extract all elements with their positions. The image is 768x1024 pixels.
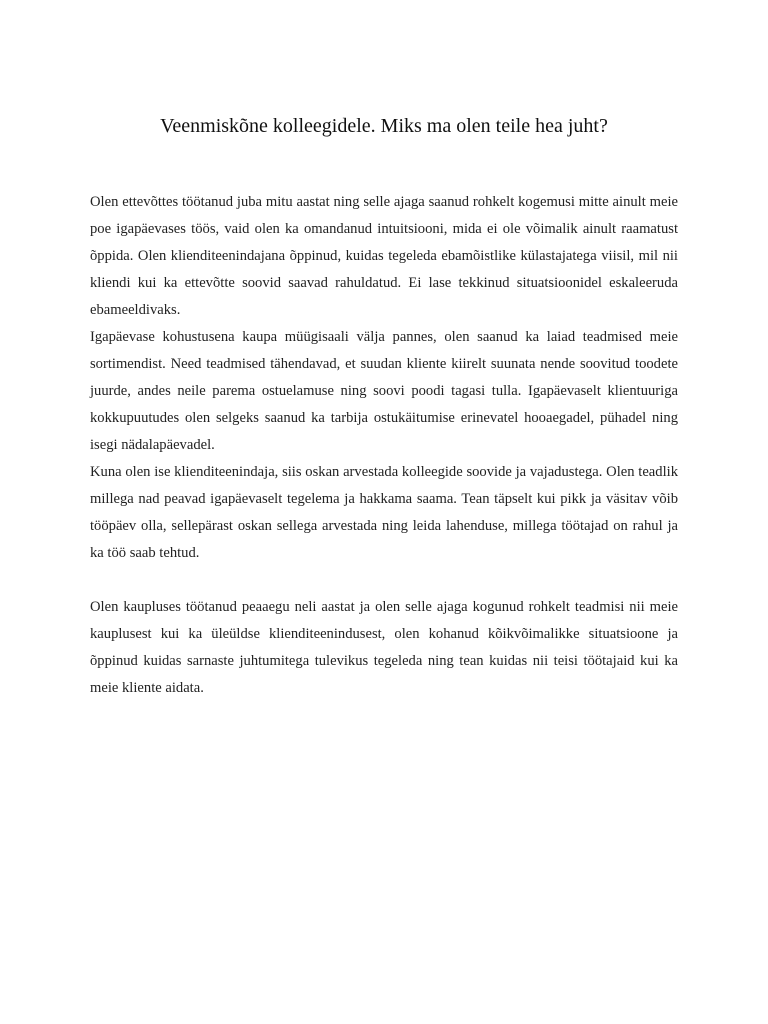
paragraph-assortment: Igapäevase kohustusena kaupa müügisaali välja pannes, olen saanud ka laiad teadmised meie sortimendist. Need teadmised tähendavad, et suudan kliente kiirelt suunata nende soovitud toodete juurde, andes neile parema ostuelamuse ning soovi poodi tagasi tulla. Igapäevaselt klientuuriga kokkupuutudes olen selgeks saanud ka tarbija ostukäitumise erinevatel hooaegadel, pühadel ning isegi nädalapäevadel. [90, 329, 678, 453]
paragraph-summary: Olen kaupluses töötanud peaaegu neli aastat ja olen selle ajaga kogunud rohkelt teadmisi nii meie kauplusest kui ka üleüldse klienditeenindusest, olen kohanud kõikvõimalikke situatsioone ja õppinud kuidas sarnaste juhtumitega tulevikus tegeleda ning tean kuidas nii teisi töötajaid kui ka meie kliente aidata. [90, 599, 678, 696]
document-body [90, 189, 678, 702]
document-title: Veenmiskõne kolleegidele. Miks ma olen teile hea juht? [160, 115, 608, 137]
paragraph-colleagues: Kuna olen ise klienditeenindaja, siis oskan arvestada kolleegide soovide ja vajadustega. Olen teadlik millega nad peavad igapäevaselt tegelema ja hakkama saama. Tean täpselt kui pikk ja väsitav võib tööpäev olla, sellepärast oskan sellega arvestada ning leida lahenduse, millega töötajad on rahul ja ka töö saab tehtud. [90, 464, 678, 561]
paragraph-experience: Olen ettevõttes töötanud juba mitu aastat ning selle ajaga saanud rohkelt kogemusi mitte ainult meie poe igapäevases töös, vaid olen ka omandanud intuitsiooni, mida ei ole võimalik ainult raamatust õppida. Olen klienditeenindajana õppinud, kuidas tegeleda ebamõistlike külastajatega viisil, mil nii kliendi kui ka ettevõtte soovid saavad rahuldatud. Ei lase tekkinud situatsioonidel eskaleeruda ebameeldivaks. [90, 194, 678, 318]
paragraph-spacer [90, 567, 678, 594]
